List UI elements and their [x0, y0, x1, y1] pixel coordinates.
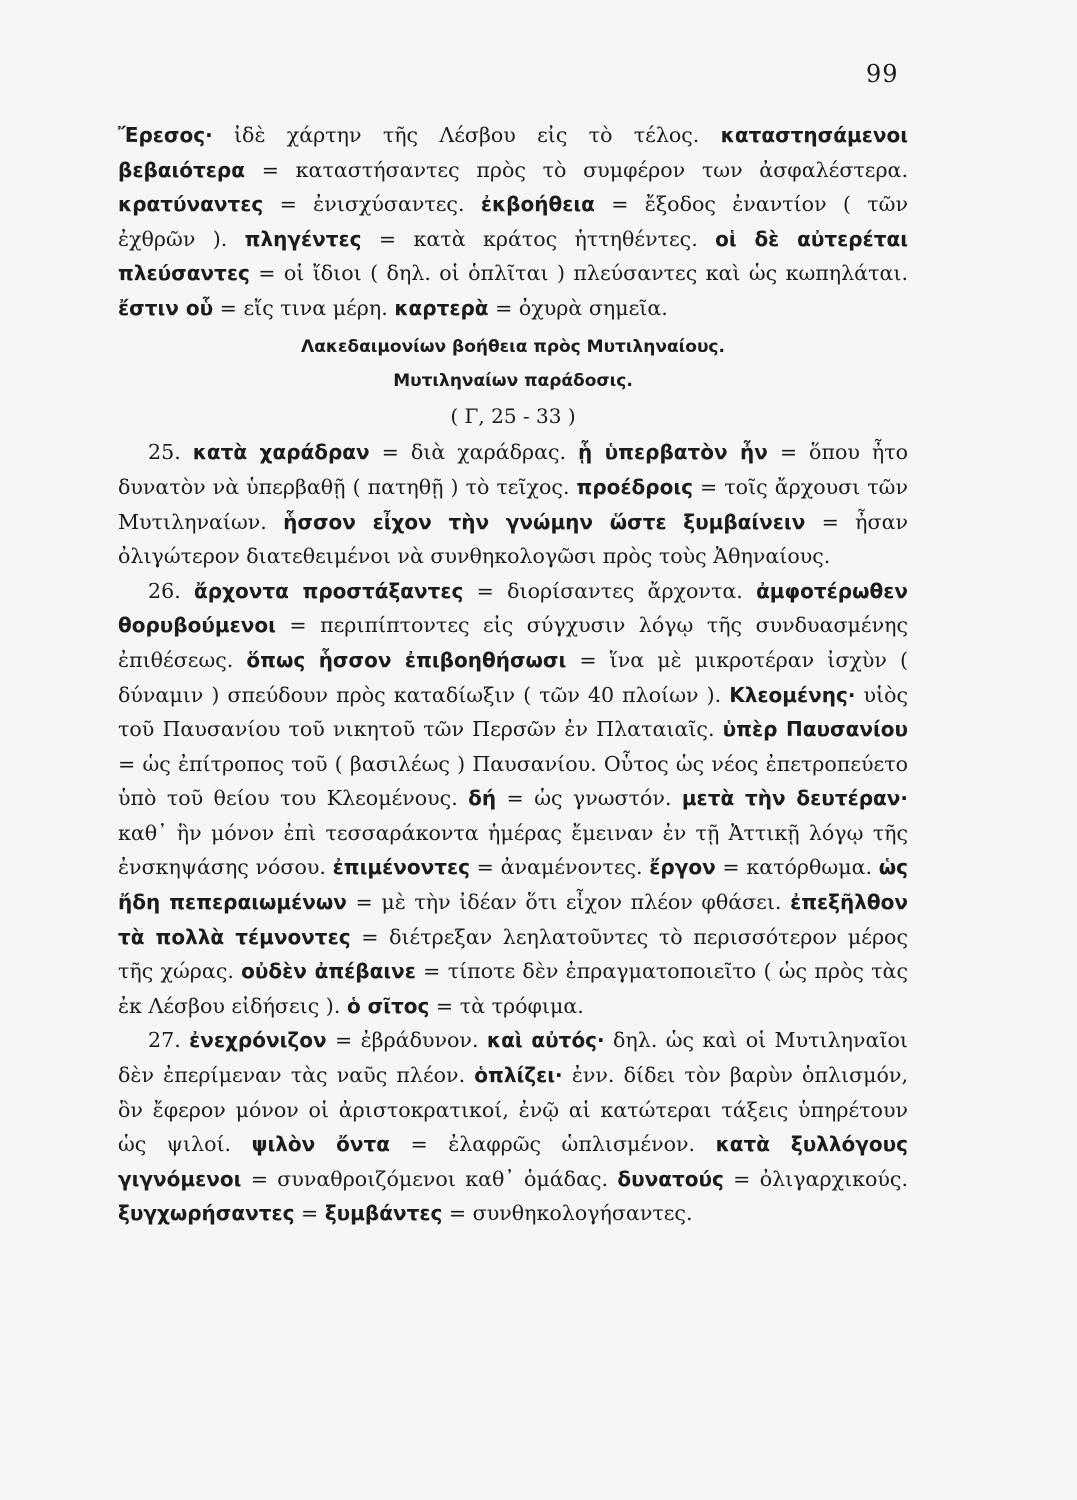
- gloss-text: 25.: [148, 440, 193, 465]
- lemma-term: κρατύναντες: [118, 192, 264, 217]
- commentary-text: [118, 118, 908, 1231]
- gloss-text: = ἐνισχύσαντες.: [263, 192, 481, 217]
- gloss-text: = διορίσαντες ἄρχοντα.: [463, 578, 757, 603]
- gloss-text: = εἴς τινα μέρη.: [213, 295, 395, 320]
- gloss-text: =: [294, 1201, 325, 1226]
- gloss-text: = ἀναμένοντες.: [469, 855, 650, 880]
- gloss-text: = ἔξοδος ἐναντίον ( τῶν ἐχθρῶν ).: [118, 192, 908, 251]
- gloss-text: = ἐλαφρῶς ὡπλισμένον.: [390, 1132, 716, 1157]
- gloss-text: = τὰ τρόφιμα.: [429, 993, 584, 1018]
- gloss-text: = διέτρεξαν λεηλατοῦντες τὸ περισσότερον μέρος τῆς χώρας.: [118, 924, 908, 984]
- lemma-term: Ἔρεσος·: [118, 123, 213, 147]
- lemma-term: ἄρχοντα προστάξαντες: [194, 578, 464, 603]
- gloss-text: ἰδὲ χάρτην τῆς Λέσβου εἰς τὸ τέλος.: [212, 123, 721, 147]
- gloss-text: = διὰ χαράδρας.: [369, 440, 579, 465]
- lemma-term: ἔστιν οὗ: [118, 295, 214, 320]
- gloss-text: ἐνν. δίδει τὸν βαρὺν ὁπλισμόν, ὃν ἔφερον μόνον οἱ ἀριστοκρατικοί, ἐνῷ αἱ κατώτεραι τάξεις ὑπηρέτουν ὡς ψιλοί.: [118, 1063, 908, 1157]
- lemma-term: καρτερὰ: [394, 295, 489, 320]
- gloss-text: = κατὰ κράτος ἡττηθέντες.: [361, 226, 716, 251]
- gloss-text: = περιπίπτοντες εἰς σύγχυσιν λόγῳ τῆς συνδυασμένης ἐπιθέσεως.: [118, 613, 908, 672]
- lemma-term: ὅπως ἧσσον ἐπιβοηθήσωσι: [246, 647, 567, 672]
- gloss-text: = τίποτε δὲν ἐπραγματοποιεῖτο ( ὡς πρὸς τὰς ἐκ Λέσβου εἰδήσεις ).: [118, 959, 909, 1018]
- lemma-term: δή: [468, 786, 497, 811]
- lemma-term: ἐπιμένοντες: [332, 855, 470, 880]
- gloss-text: = ἦσαν ὀλιγώτερον διατεθειμένοι νὰ συνθηκολογῶσι πρὸς τοὺς Ἀθηναίους.: [118, 509, 908, 569]
- lemma-term: πληγέντες: [244, 226, 362, 251]
- lemma-term: οἱ δὲ αὐτερέται πλεύσαντες: [118, 226, 908, 286]
- lemma-term: ὁπλίζει·: [474, 1063, 563, 1088]
- lemma-term: ἀμφοτέρωθεν θορυβούμενοι: [118, 578, 908, 638]
- paragraph-26: [118, 574, 908, 1024]
- lemma-term: ᾗ ὑπερβατὸν ἦν: [578, 440, 768, 465]
- gloss-text: υἱὸς τοῦ Παυσανίου τοῦ νικητοῦ τῶν Περσῶν ἐν Πλαταιαῖς.: [118, 682, 908, 742]
- gloss-text: = μὲ τὴν ἰδέαν ὅτι εἶχον πλέον φθάσει.: [346, 890, 791, 915]
- gloss-text: 26.: [148, 578, 195, 603]
- lemma-term: ἐνεχρόνιζον: [189, 1028, 327, 1053]
- lemma-term: καὶ αὐτός·: [486, 1028, 605, 1053]
- page-number: 99: [866, 60, 899, 88]
- lemma-term: ἔργον: [649, 855, 716, 880]
- intro-paragraph: [118, 118, 908, 326]
- gloss-text: = ὡς ἐπίτροπος τοῦ ( βασιλέως ) Παυσανίου. Οὗτος ὡς νέος ἐπετροπεύετο ὑπὸ τοῦ θείου του Κλεομένους.: [118, 751, 908, 811]
- gloss-text: = συναθροιζόμενοι καθ᾽ ὁμάδας.: [241, 1166, 618, 1191]
- lemma-term: ὡς ἤδη πεπεραιωμένων: [118, 855, 908, 915]
- lemma-term: ξυμβάντες: [324, 1201, 443, 1226]
- paragraph-27: [118, 1023, 908, 1231]
- lemma-term: ξυγχωρήσαντες: [118, 1201, 295, 1226]
- lemma-term: καταστησάμενοι βεβαιότερα: [118, 123, 908, 182]
- lemma-term: προέδροις: [576, 474, 693, 499]
- lemma-term: ὁ σῖτος: [346, 993, 430, 1018]
- lemma-term: ἐπεξῆλθον τὰ πολλὰ τέμνοντες: [118, 890, 908, 949]
- section-heading-1: Λακεδαιμονίων βοήθεια πρὸς Μυτιληναίους.: [301, 336, 725, 357]
- gloss-text: = κατόρθωμα.: [715, 855, 879, 880]
- lemma-term: Κλεομένης·: [729, 682, 856, 707]
- lemma-term: κατὰ χαράδραν: [192, 440, 370, 465]
- gloss-text: = ὡς γνωστόν.: [496, 786, 682, 811]
- section-heading-2: Μυτιληναίων παράδοσις.: [393, 371, 633, 392]
- lemma-term: ψιλὸν ὄντα: [251, 1132, 391, 1157]
- gloss-text: = ἐβράδυνον.: [326, 1028, 487, 1053]
- gloss-text: = ὀλιγαρχικούς.: [723, 1166, 908, 1191]
- lemma-term: ἐκβοήθεια: [480, 192, 595, 217]
- gloss-text: = ὀχυρὰ σημεῖα.: [488, 295, 668, 320]
- gloss-text: δηλ. ὡς καὶ οἱ Μυτιληναῖοι δὲν ἐπερίμεναν τὰς ναῦς πλέον.: [118, 1028, 908, 1088]
- lemma-term: ἧσσον εἶχον τὴν γνώμην ὥστε ξυμβαίνειν: [283, 509, 806, 534]
- lemma-term: οὐδὲν ἀπέβαινε: [241, 959, 416, 984]
- paragraph-25: [118, 435, 908, 573]
- gloss-text: 27.: [148, 1028, 190, 1053]
- gloss-text: = ἵνα μὲ μικροτέραν ἰσχὺν ( δύναμιν ) σπεύδουν πρὸς καταδίωξιν ( τῶν 40 πλοίων ).: [118, 647, 908, 707]
- gloss-text: = τοῖς ἄρχουσι τῶν Μυτιληναίων.: [118, 474, 908, 534]
- lemma-term: ὑπὲρ Παυσανίου: [722, 717, 908, 742]
- lemma-term: δυνατούς: [617, 1166, 724, 1191]
- lemma-term: μετὰ τὴν δευτέραν·: [681, 786, 908, 811]
- gloss-text: = συνθηκολογήσαντες.: [442, 1201, 693, 1226]
- gloss-text: καθ᾽ ἣν μόνον ἐπὶ τεσσαράκοντα ἡμέρας ἔμειναν ἐν τῇ Ἀττικῇ λόγῳ τῆς ἐνσκηψάσης νόσου.: [118, 820, 908, 880]
- gloss-text: = καταστήσαντες πρὸς τὸ συμφέρον των ἀσφαλέστερα.: [245, 157, 908, 182]
- chapter-reference: ( Γ, 25 - 33 ): [450, 403, 576, 428]
- lemma-term: κατὰ ξυλλόγους γιγνόμενοι: [118, 1132, 908, 1191]
- gloss-text: = ὅπου ἦτο δυνατὸν νὰ ὑπερβαθῇ ( πατηθῇ ) τὸ τεῖχος.: [118, 440, 908, 499]
- gloss-text: = οἱ ἴδιοι ( δηλ. οἱ ὁπλῖται ) πλεύσαντες καὶ ὡς κωπηλάται.: [249, 261, 908, 286]
